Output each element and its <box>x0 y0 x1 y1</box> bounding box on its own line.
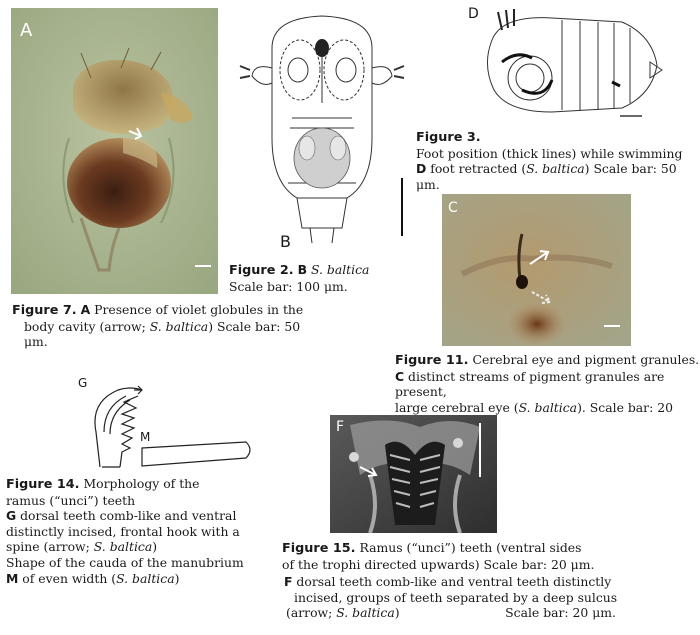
figure-14-letter-g: G <box>6 508 17 524</box>
figure-11-line2: distinct streams of pigment granules are present, <box>395 368 665 400</box>
figure-15-line5a: (arrow; <box>286 605 337 621</box>
figure-14-species-2: S. baltica <box>116 570 175 586</box>
panel-letter-b: B <box>280 232 291 251</box>
figure-7-line1: Presence of violet globules in the <box>94 302 304 317</box>
ramus-teeth-drawing-g-m <box>60 372 260 472</box>
figure-15-caption <box>282 540 700 621</box>
figure-14-line6: Shape of the cauda of the manubrium <box>6 554 244 570</box>
sem-ramus-micrograph-f <box>330 415 497 533</box>
rotifer-drawing-b <box>232 8 412 258</box>
rotifer-drawing-d <box>462 0 672 125</box>
figure-15-line5b: ) <box>394 605 400 621</box>
figure-15-scale: Scale bar: 20 μm. <box>505 605 616 621</box>
figure-2-line2: Scale bar: 100 μm. <box>229 278 348 294</box>
figure-15-line2: of the trophi directed upwards) Scale bar: 20 μm. <box>282 556 595 572</box>
photo-panel-f <box>330 415 497 533</box>
panel-letter-m: M <box>140 430 151 444</box>
figure-14-line7a: of even width ( <box>22 570 117 586</box>
figure-15-line3: dorsal teeth comb-like and ventral teeth distinctly <box>296 574 612 590</box>
figure-11-line3a: large cerebral eye ( <box>395 399 519 415</box>
figure-14-line4: distinctly incised, frontal hook with a <box>6 523 240 539</box>
figure-15-line4: incised, groups of teeth separated by a deep sulcus <box>294 589 618 605</box>
figure-7-species: S. baltica <box>149 318 209 334</box>
figure-3-caption <box>416 130 696 192</box>
figure-3-line1: Foot position (thick lines) while swimming <box>416 145 683 161</box>
figure-2-species: S. baltica <box>310 262 370 277</box>
figure-14-line3: dorsal teeth comb-like and ventral <box>20 508 237 524</box>
figure-15-letter: F <box>284 574 293 590</box>
panel-letter-g: G <box>78 376 88 390</box>
panel-letter-c: C <box>448 200 458 216</box>
figure-15-line1: Ramus (“unci”) teeth (ventral sides <box>359 540 582 555</box>
figure-11-species: S. baltica <box>518 399 578 415</box>
panel-letter-d: D <box>468 6 479 22</box>
figure-11-line3b: ). Scale bar: 20 <box>577 399 673 415</box>
figure-15-species: S. baltica <box>336 605 395 621</box>
figure-7-letter: A <box>80 302 91 317</box>
figure-11-label: Figure 11. <box>395 353 469 368</box>
figure-14-species: S. baltica <box>93 539 153 555</box>
figure-14-line7b: ) <box>174 570 180 586</box>
figure-3-letter: D <box>416 161 427 177</box>
figure-14-letter-m: M <box>6 570 19 586</box>
figure-11-letter: C <box>395 368 405 384</box>
figure-14-caption <box>6 476 276 586</box>
rotifer-micrograph-a <box>11 8 218 294</box>
drawing-panel-d <box>462 0 672 125</box>
figure-14-line5a: spine (arrow; <box>6 539 94 555</box>
figure-3-species: S. baltica <box>526 161 585 177</box>
figure-11-line1: Cerebral eye and pigment granules. <box>472 352 700 367</box>
photo-panel-a <box>11 8 218 294</box>
drawing-panel-b <box>232 8 412 258</box>
photo-panel-c <box>442 194 631 346</box>
figure-2-letter: B <box>297 262 308 277</box>
figure-15-label: Figure 15. <box>282 541 356 556</box>
figure-7-line2b: ) Scale bar: 50 μm. <box>24 318 301 350</box>
cerebral-eye-micrograph-c <box>442 194 631 346</box>
figure-2-label: Figure 2. <box>229 263 294 278</box>
figure-14-line2: ramus (“unci”) teeth <box>6 492 136 508</box>
figure-14-label: Figure 14. <box>6 477 80 492</box>
drawing-panel-g-m <box>60 372 260 472</box>
figure-7-label: Figure 7. <box>12 303 77 318</box>
figure-7-caption <box>12 302 312 350</box>
figure-2-caption <box>229 262 399 294</box>
panel-letter-a: A <box>20 20 33 41</box>
figure-3-label: Figure 3. <box>416 130 481 145</box>
panel-letter-f: F <box>336 419 345 435</box>
figure-14-line5b: ) <box>152 539 158 555</box>
figure-7-line2a: body cavity (arrow; <box>24 318 150 334</box>
figure-3-line2a: foot retracted ( <box>430 161 527 177</box>
figure-14-line1: Morphology of the <box>83 476 200 491</box>
figure-3-line2b: ) Scale bar: 50 μm. <box>416 161 677 192</box>
